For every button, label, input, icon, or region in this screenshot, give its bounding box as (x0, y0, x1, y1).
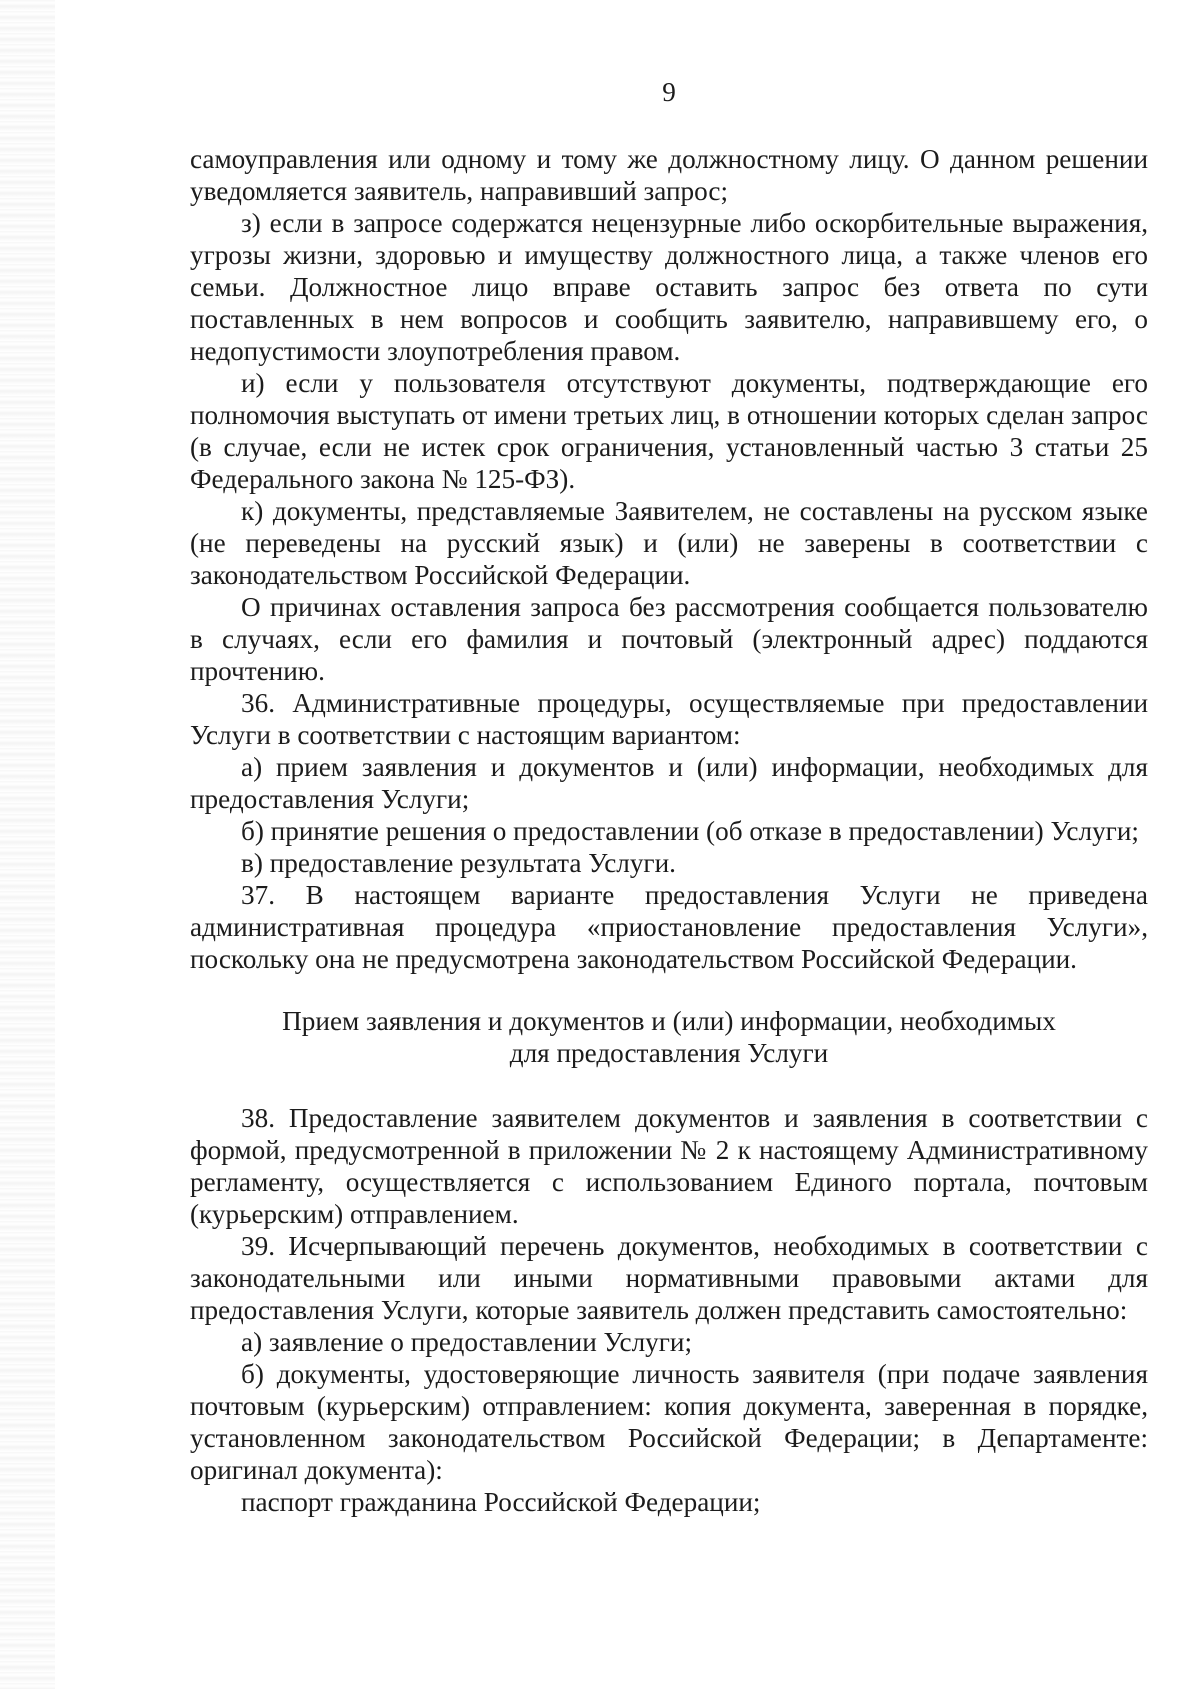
paragraph: к) документы, представляемые Заявителем, не составлены на русском языке (не переведены на русский язык) и (или) не заверены в соответствии с законодательством Российской Федерации. (190, 496, 1148, 590)
page-number: 9 (662, 77, 676, 107)
section-heading-line: Прием заявления и документов и (или) информации, необходимых (282, 1006, 1056, 1036)
scan-edge (0, 0, 55, 1689)
paragraphs-after (190, 1102, 1148, 1518)
paragraph: а) заявление о предоставлении Услуги; (241, 1327, 693, 1357)
section-heading-line: для предоставления Услуги (509, 1038, 829, 1068)
section-heading (190, 1005, 1148, 1069)
paragraph: б) документы, удостоверяющие личность заявителя (при подаче заявления почтовым (курьерским) отправлением: копия документа, заверенная в порядке, установленном законодательством Российской Федерации; в Департаменте: оригинал документа): (190, 1359, 1148, 1485)
paragraph: 38. Предоставление заявителем документов и заявления в соответствии с формой, предусмотренной в приложении № 2 к настоящему Административному регламенту, осуществляется с использованием Единого портала, почтовым (курьерским) отправлением. (190, 1103, 1148, 1229)
document-body (190, 143, 1148, 1518)
paragraph: и) если у пользователя отсутствуют документы, подтверждающие его полномочия выступать от имени третьих лиц, в отношении которых сделан запрос (в случае, если не истек срок ограничения, установленный частью 3 статьи 25 Федерального закона № 125-ФЗ). (190, 368, 1148, 494)
paragraph: а) прием заявления и документов и (или) информации, необходимых для предоставления Услуги; (190, 752, 1148, 814)
paragraph: 36. Административные процедуры, осуществляемые при предоставлении Услуги в соответствии с настоящим вариантом: (190, 688, 1148, 750)
paragraph: 37. В настоящем варианте предоставления Услуги не приведена административная процедура «приостановление предоставления Услуги», поскольку она не предусмотрена законодательством Российской Федерации. (190, 880, 1148, 974)
paragraph: з) если в запросе содержатся нецензурные либо оскорбительные выражения, угрозы жизни, здоровью и имуществу должностного лица, а также членов его семьи. Должностное лицо вправе оставить запрос без ответа по сути поставленных в нем вопросов и сообщить заявителю, направившему его, о недопустимости злоупотребления правом. (190, 208, 1148, 366)
paragraph: О причинах оставления запроса без рассмотрения сообщается пользователю в случаях, если его фамилия и почтовый (электронный адрес) поддаются прочтению. (190, 592, 1148, 686)
paragraph: паспорт гражданина Российской Федерации; (241, 1487, 761, 1517)
document-page (190, 0, 1148, 1689)
paragraph: в) предоставление результата Услуги. (241, 848, 676, 878)
paragraph: 39. Исчерпывающий перечень документов, необходимых в соответствии с законодательными или иными нормативными правовыми актами для предоставления Услуги, которые заявитель должен представить самостоятельно: (190, 1231, 1148, 1325)
paragraph: б) принятие решения о предоставлении (об отказе в предоставлении) Услуги; (241, 816, 1139, 846)
paragraphs-before (190, 143, 1148, 975)
paragraph: самоуправления или одному и тому же должностному лицу. О данном решении уведомляется заявитель, направивший запрос; (190, 144, 1148, 206)
